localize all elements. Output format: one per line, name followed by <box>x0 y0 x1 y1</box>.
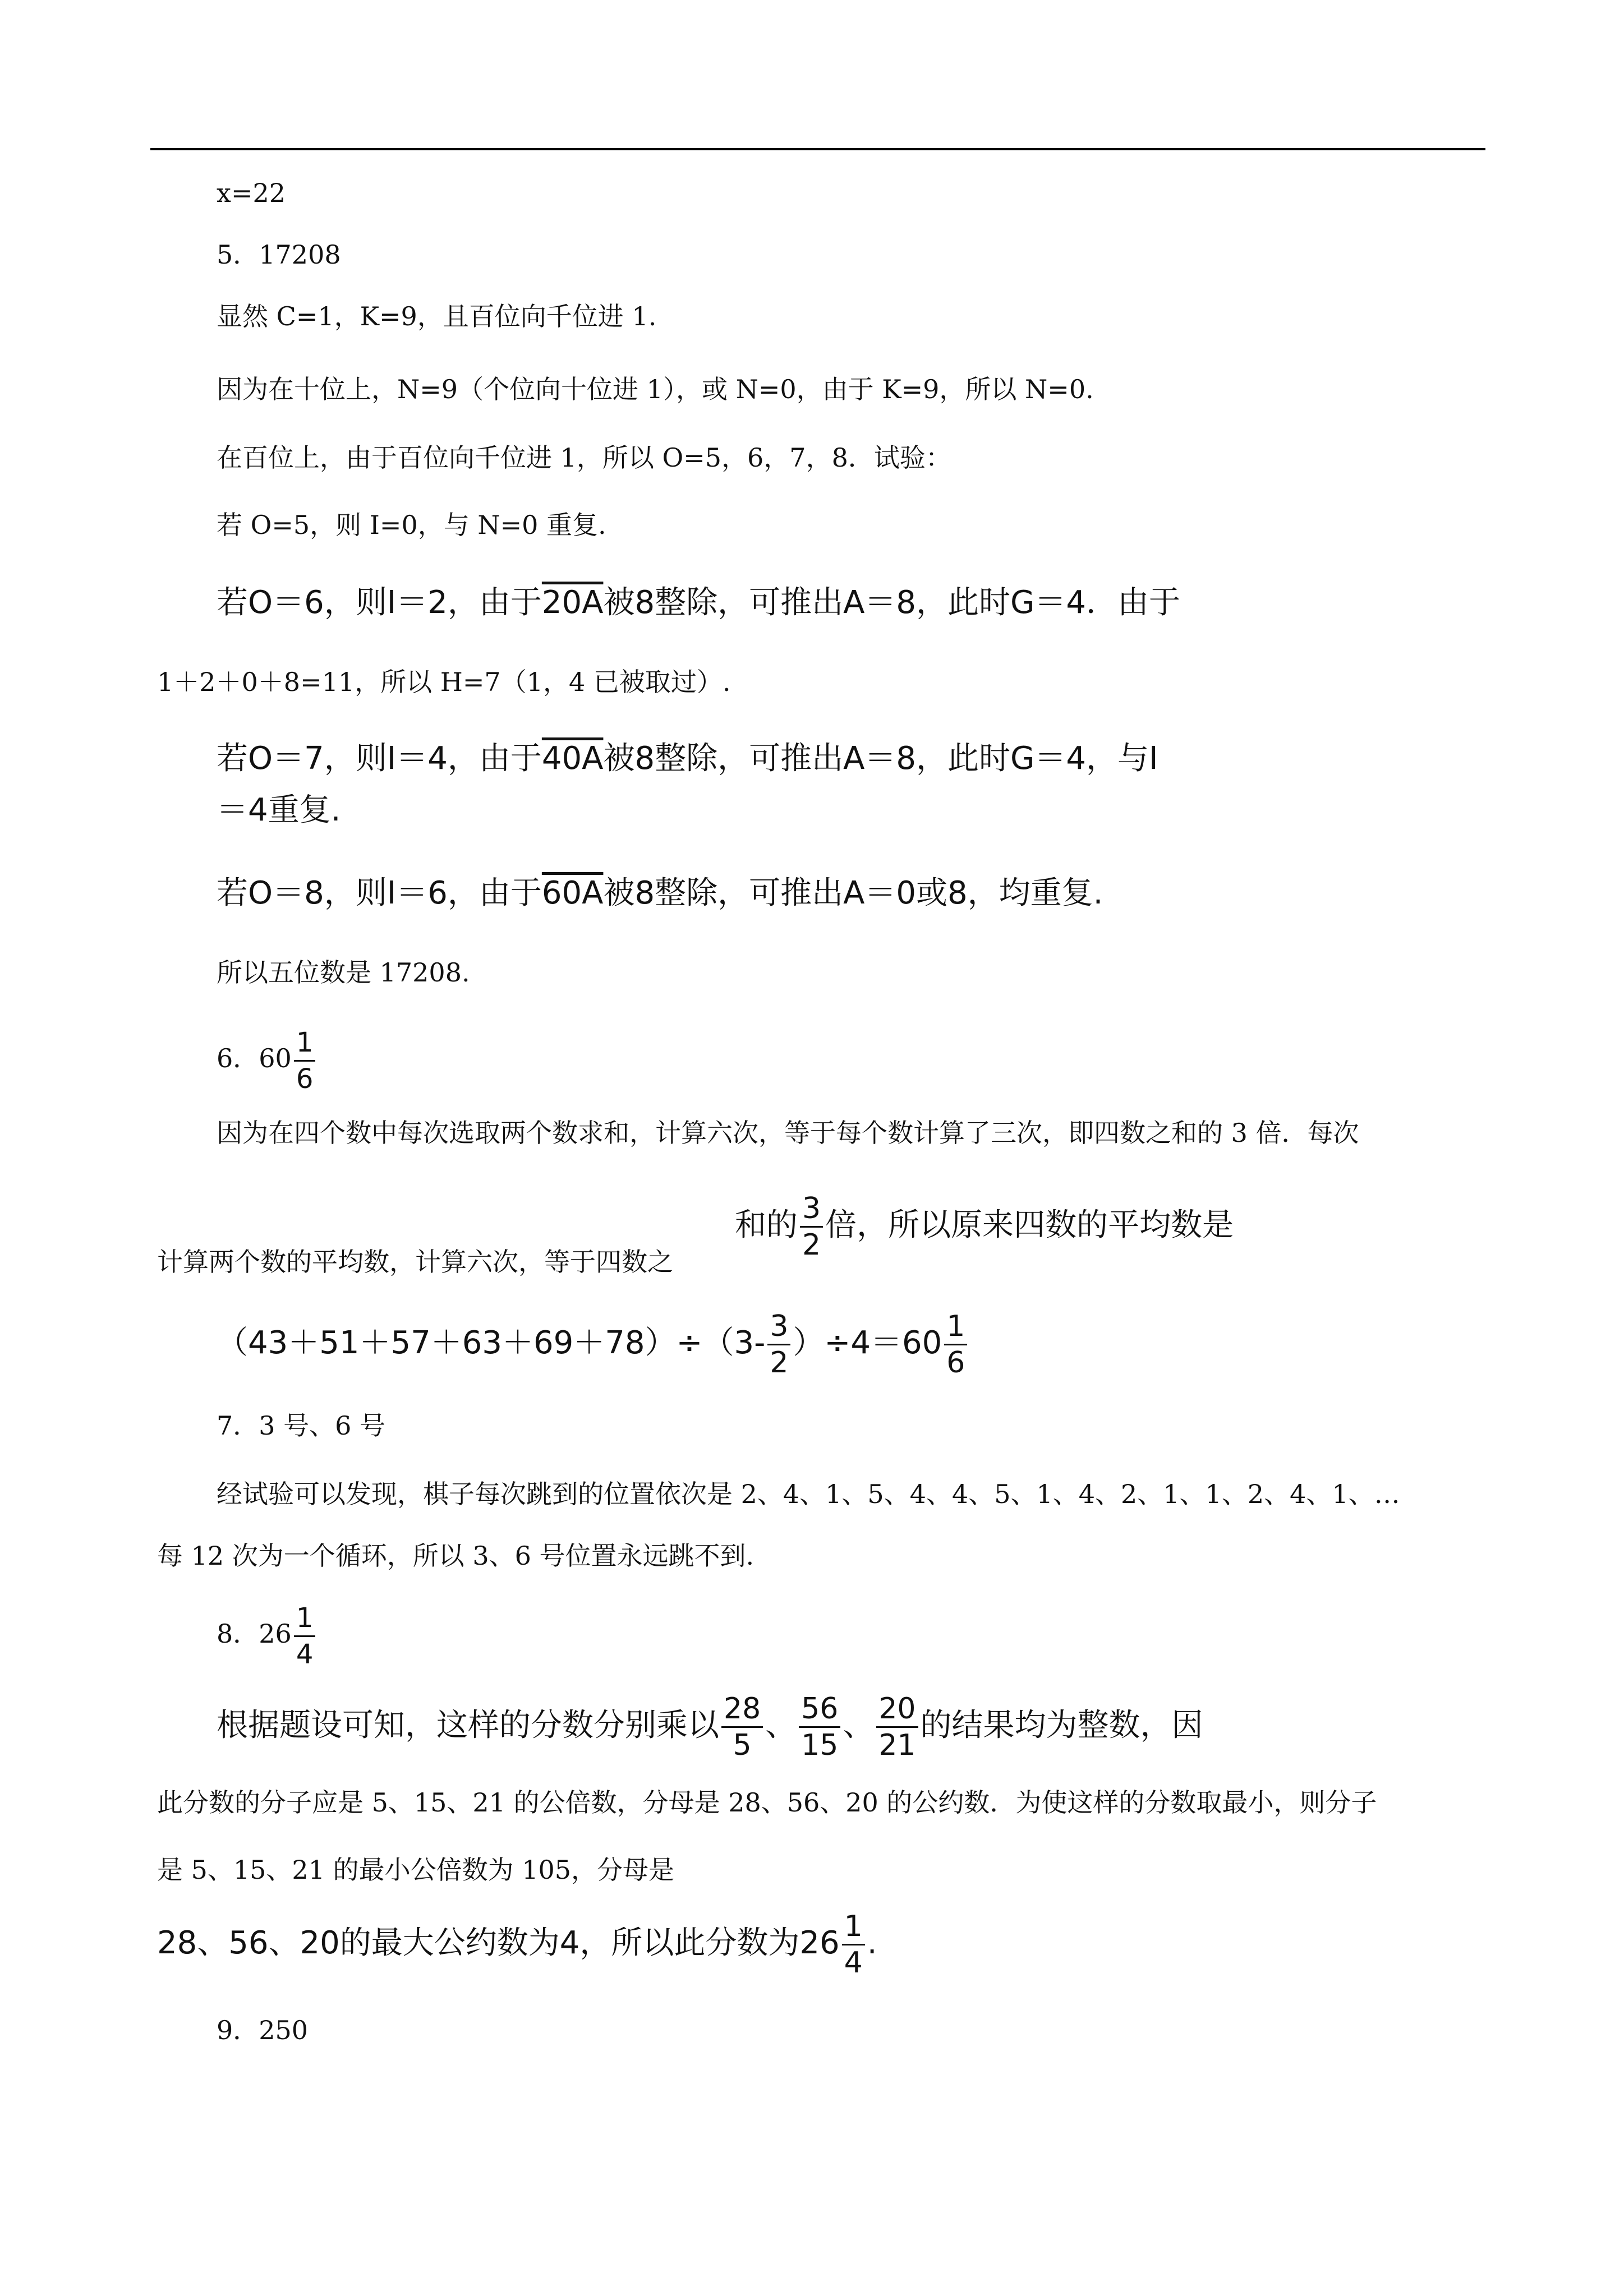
fraction <box>767 1309 790 1380</box>
answer-heading <box>217 1597 318 1672</box>
denominator: 5 <box>733 1728 752 1763</box>
formula-text: 若O＝8，则I＝6，由于 <box>217 875 542 911</box>
denominator: 2 <box>770 1346 789 1380</box>
formula-text: 被8整除，可推出A＝8，此时G＝4．由于 <box>603 584 1181 621</box>
fraction <box>799 1691 840 1763</box>
text-line: 经试验可以发现，棋子每次跳到的位置依次是 2、4、1、5、4、4、5、1、4、2、1、1、2、4、1、… <box>217 1479 1400 1509</box>
text-line: x=22 <box>217 178 286 208</box>
text-line: 若 O=5，则 I=0，与 N=0 重复. <box>217 510 606 540</box>
answer-number: 6．60 <box>217 1043 292 1073</box>
answer-heading: 9．250 <box>217 2015 309 2045</box>
numerator: 3 <box>800 1191 823 1228</box>
text-line: 1＋2＋0＋8=11，所以 H=7（1，4 已被取过）. <box>157 667 731 697</box>
text-line: 每 12 次为一个循环，所以 3、6 号位置永远跳不到. <box>157 1541 755 1571</box>
numerator: 1 <box>842 1909 865 1945</box>
denominator: 4 <box>296 1638 314 1670</box>
formula-text: ）÷4＝60 <box>793 1325 942 1361</box>
formula-line <box>735 1189 1234 1262</box>
formula-text: 和的 <box>735 1207 798 1243</box>
fraction <box>294 1601 316 1672</box>
fraction <box>721 1691 763 1763</box>
fraction <box>842 1909 865 1980</box>
fraction <box>294 1025 316 1096</box>
denominator: 2 <box>802 1228 821 1262</box>
numerator: 1 <box>294 1601 316 1637</box>
text-line: 在百位上，由于百位向千位进 1，所以 O=5，6，7，8．试验： <box>217 442 951 473</box>
answer-heading <box>217 1022 318 1096</box>
text-line: 显然 C=1，K=9，且百位向千位进 1. <box>217 301 657 331</box>
answer-heading: 7．3 号、6 号 <box>217 1410 386 1441</box>
numerator: 3 <box>767 1309 790 1345</box>
formula-text: 被8整除，可推出A＝8，此时G＝4，与I <box>603 740 1158 777</box>
formula-line <box>217 583 1180 623</box>
separator: 、 <box>765 1707 797 1744</box>
fraction <box>876 1691 918 1763</box>
formula-line <box>217 1307 969 1380</box>
numerator: 20 <box>876 1691 918 1728</box>
numerator: 1 <box>294 1025 316 1062</box>
denominator: 15 <box>801 1728 839 1763</box>
separator: 、 <box>843 1707 875 1744</box>
formula-text: 倍，所以原来四数的平均数是 <box>825 1207 1234 1243</box>
formula-text: （43＋51＋57＋63＋69＋78）÷（3- <box>217 1325 766 1361</box>
formula-line <box>157 1907 877 1980</box>
text-line: 所以五位数是 17208. <box>217 957 470 988</box>
denominator: 6 <box>296 1063 314 1095</box>
text-line: 计算两个数的平均数，计算六次，等于四数之 <box>157 1247 673 1277</box>
formula-text: . <box>867 1925 877 1961</box>
formula-line <box>217 739 1158 778</box>
fraction <box>800 1191 823 1262</box>
formula-text: 的结果均为整数，因 <box>920 1707 1203 1744</box>
numerator: 56 <box>799 1691 840 1728</box>
text-line: 因为在四个数中每次选取两个数求和，计算六次，等于每个数计算了三次，即四数之和的 3 倍．每次 <box>217 1118 1359 1148</box>
text-line: 是 5、15、21 的最小公倍数为 105，分母是 <box>157 1855 674 1885</box>
header-rule <box>150 148 1485 150</box>
formula-text: 若O＝7，则I＝4，由于 <box>217 740 542 777</box>
numerator: 1 <box>944 1309 967 1345</box>
formula-line <box>217 1689 1203 1763</box>
denominator: 6 <box>946 1346 965 1380</box>
denominator: 21 <box>878 1728 916 1763</box>
fraction <box>944 1309 967 1380</box>
formula-line <box>217 874 1103 913</box>
answer-number: 8．26 <box>217 1619 292 1649</box>
numerator: 28 <box>721 1691 763 1728</box>
text-line: 此分数的分子应是 5、15、21 的公倍数，分母是 28、56、20 的公约数．为使这样的分数取最小，则分子 <box>157 1787 1377 1818</box>
formula-text: 根据题设可知，这样的分数分别乘以 <box>217 1707 719 1744</box>
formula-text: 被8整除，可推出A＝0或8，均重复. <box>603 875 1103 911</box>
overlined-number: 40A <box>541 740 604 777</box>
answer-heading: 5．17208 <box>217 239 341 270</box>
text-line: 因为在十位上，N=9（个位向十位进 1），或 N=0，由于 K=9，所以 N=0. <box>217 374 1094 404</box>
formula-text: 28、56、20的最大公约数为4，所以此分数为26 <box>157 1925 840 1961</box>
formula-line: ＝4重复. <box>217 792 341 828</box>
overlined-number: 60A <box>541 875 604 911</box>
overlined-number: 20A <box>541 584 604 621</box>
formula-text: 若O＝6，则I＝2，由于 <box>217 584 542 621</box>
denominator: 4 <box>844 1946 863 1980</box>
